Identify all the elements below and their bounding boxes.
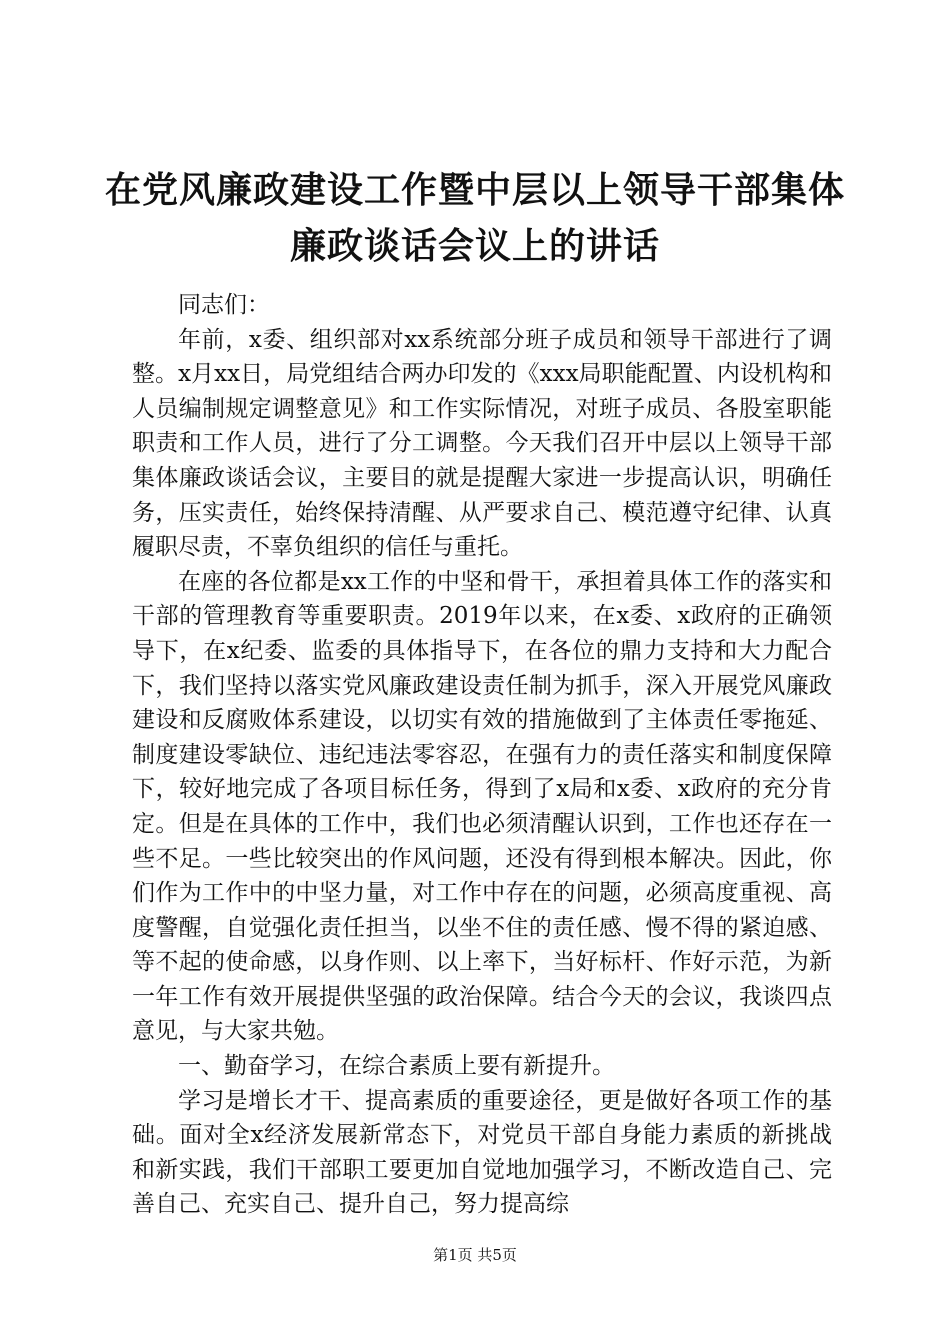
page-footer: 第1页 共5页 [433,1246,517,1264]
document-title-line-2: 廉政谈话会议上的讲话 [289,226,660,267]
document-title-line-1: 在党风廉政建设工作暨中层以上领导干部集体 [104,170,845,211]
document-body [132,288,832,1222]
paragraph: 年前，x委、组织部对xx系统部分班子成员和领导干部进行了调整。x月xx日，局党组结合两办印发的《xxx局职能配置、内设机构和人员编制规定调整意见》和工作实际情况，对班子成员、各股室职能职责和工作人员，进行了分工调整。今天我们召开中层以上领导干部集体廉政谈话会议，主要目的就是提醒大家进一步提高认识，明确任务，压实责任，始终保持清醒、从严要求自己、模范遵守纪律、认真履职尽责，不辜负组织的信任与重托。 [132,326,832,561]
paragraph: 学习是增长才干、提高素质的重要途径，更是做好各项工作的基础。面对全x经济发展新常态下，对党员干部自身能力素质的新挑战和新实践，我们干部职工要更加自觉地加强学习，不断改造自己、完善自己、充实自己、提升自己，努力提高综 [132,1087,832,1218]
section-heading: 一、勤奋学习，在综合素质上要有新提升。 [178,1053,615,1080]
paragraph: 在座的各位都是xx工作的中坚和骨干，承担着具体工作的落实和干部的管理教育等重要职责。2019年以来，在x委、x政府的正确领导下，在x纪委、监委的具体指导下，在各位的鼎力支持和大力配合下，我们坚持以落实党风廉政建设责任制为抓手，深入开展党风廉政建设和反腐败体系建设，以切实有效的措施做到了主体责任零拖延、制度建设零缺位、违纪违法零容忍，在强有力的责任落实和制度保障下，较好地完成了各项目标任务，得到了x局和x委、x政府的充分肯定。但是在具体的工作中，我们也必须清醒认识到，工作也还存在一些不足。一些比较突出的作风问题，还没有得到根本解决。因此，你们作为工作中的中坚力量，对工作中存在的问题，必须高度重视、高度警醒，自觉强化责任担当，以坐不住的责任感、慢不得的紧迫感、等不起的使命感，以身作则、以上率下，当好标杆、作好示范，为新一年工作有效开展提供坚强的政治保障。结合今天的会议，我谈四点意见，与大家共勉。 [132,568,832,1045]
salutation: 同志们： [178,292,270,318]
